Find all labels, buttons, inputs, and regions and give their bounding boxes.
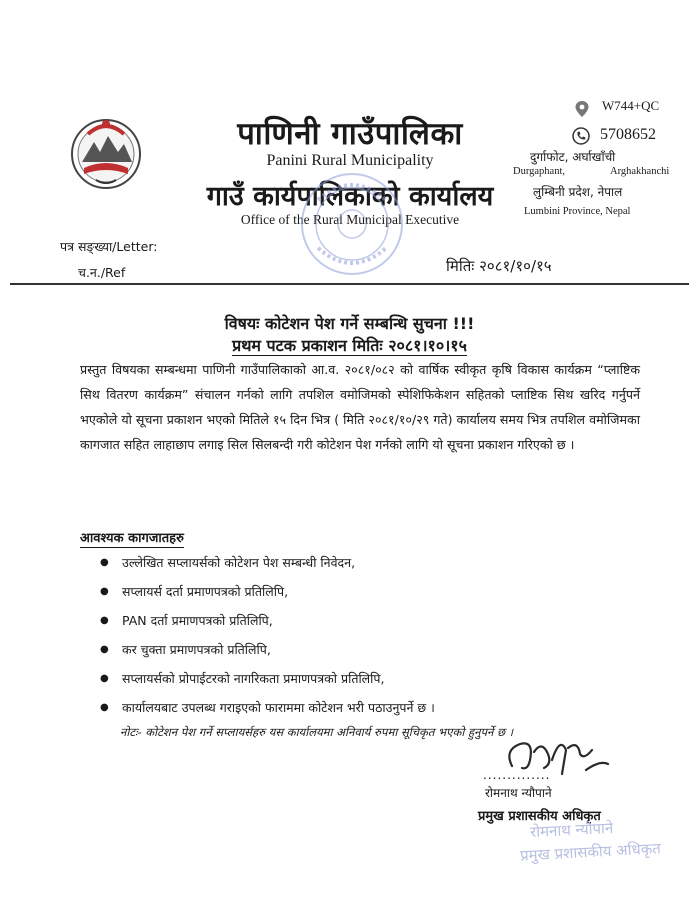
signature-line: .............. xyxy=(483,768,551,782)
address-nepali-line1: दुर्गाफोट, अर्घाखाँची xyxy=(530,150,616,164)
municipality-title-nepali: पाणिनी गाउँपालिका xyxy=(237,116,463,152)
stamp-name: रोमनाथ न्यौपाने xyxy=(529,818,614,842)
stamp-designation: प्रमुख प्रशासकीय अधिकृत xyxy=(519,839,662,865)
address-english-line3: Lumbini Province, Nepal xyxy=(524,206,631,217)
first-publication-text: प्रथम पटक प्रकाशन मितिः २०८१।१०।१५ xyxy=(232,336,467,355)
list-item: ● सप्लायर्सको प्रोपाईटरको नागरिकता प्रमाणपत्रको प्रतिलिपि, xyxy=(100,664,620,693)
list-item: ● कर चुक्ता प्रमाणपत्रको प्रतिलिपि, xyxy=(100,635,620,664)
signer-designation: प्रमुख प्रशासकीय अधिकृत xyxy=(478,809,601,824)
location-pin-icon xyxy=(574,100,590,118)
address-english-line1: Durgaphant, xyxy=(513,166,566,177)
phone-number: 5708652 xyxy=(600,126,656,143)
header-divider xyxy=(10,283,689,285)
list-item: ● सप्लायर्स दर्ता प्रमाणपत्रको प्रतिलिपि, xyxy=(100,577,620,606)
office-title-english: Office of the Rural Municipal Executive xyxy=(240,212,460,227)
notice-note: नोटः- कोटेशन पेश गर्ने सप्लायर्सहरु यस कार्यालयमा अनिवार्य रुपमा सूचिकृत भएको हुनुपर्ने छ । xyxy=(120,725,514,739)
phone-icon xyxy=(572,127,590,145)
office-seal-watermark xyxy=(298,170,406,278)
letter-number-label: पत्र सङ्ख्या/Letter: xyxy=(60,239,158,254)
notice-body: प्रस्तुत विषयका सम्बन्धमा पाणिनी गाउँपालिकाको आ.व. २०८१/०८२ को वार्षिक स्वीकृत कृषि विकास कार्यक्रम “प्लाष्टिक सिथ वितरण कार्यक्रम” संचालन गर्नको लागि तपशिल वमोजिमको स्पेशिफिकेशन सहितको प्लाष्टिक सिथ खरिद गर्नुपर्ने भएकोले यो सूचना प्रकाशन भएको मितिले १५ दिन भित्र ( मिति २०८१/१०/२९ गते) कार्यालय समय भित्र तपशिल वमोजिमका कागजात सहित लाहाछाप लगाइ सिल सिलबन्दी गरी कोटेशन पेश गर्नको लागि यो सूचना प्रकाशन गरिएको छ । xyxy=(80,362,640,452)
address-english-line2: Arghakhanchi xyxy=(610,166,670,177)
first-publication-date xyxy=(0,334,699,356)
municipality-title-english: Panini Rural Municipality xyxy=(266,152,434,169)
reference-label: च.न./Ref xyxy=(78,265,126,280)
list-item: ● PAN दर्ता प्रमाणपत्रको प्रतिलिपि, xyxy=(100,606,620,635)
letter-date: मितिः २०८१/१०/१५ xyxy=(446,257,552,275)
list-item: ● उल्लेखित सप्लायर्सको कोटेशन पेश सम्बन्धी निवेदन, xyxy=(100,548,620,577)
plus-code: W744+QC xyxy=(602,98,660,113)
address-nepali-line2: लुम्बिनी प्रदेश, नेपाल xyxy=(533,185,623,199)
requirements-heading: आवश्यक कागजातहरु xyxy=(80,528,184,548)
list-item: ● कार्यालयबाट उपलब्ध गराइएको फाराममा कोटेशन भरी पठाउनुपर्ने छ । xyxy=(100,693,620,722)
requirements-list xyxy=(100,548,620,722)
nepal-emblem-icon xyxy=(66,112,146,192)
signer-name: रोमनाथ न्यौपाने xyxy=(485,786,552,800)
notice-subject: विषयः कोटेशन पेश गर्ने सम्बन्धि सुचना !!! xyxy=(224,314,475,333)
office-title-nepali: गाउँ कार्यपालिकाको कार्यालय xyxy=(206,181,494,212)
